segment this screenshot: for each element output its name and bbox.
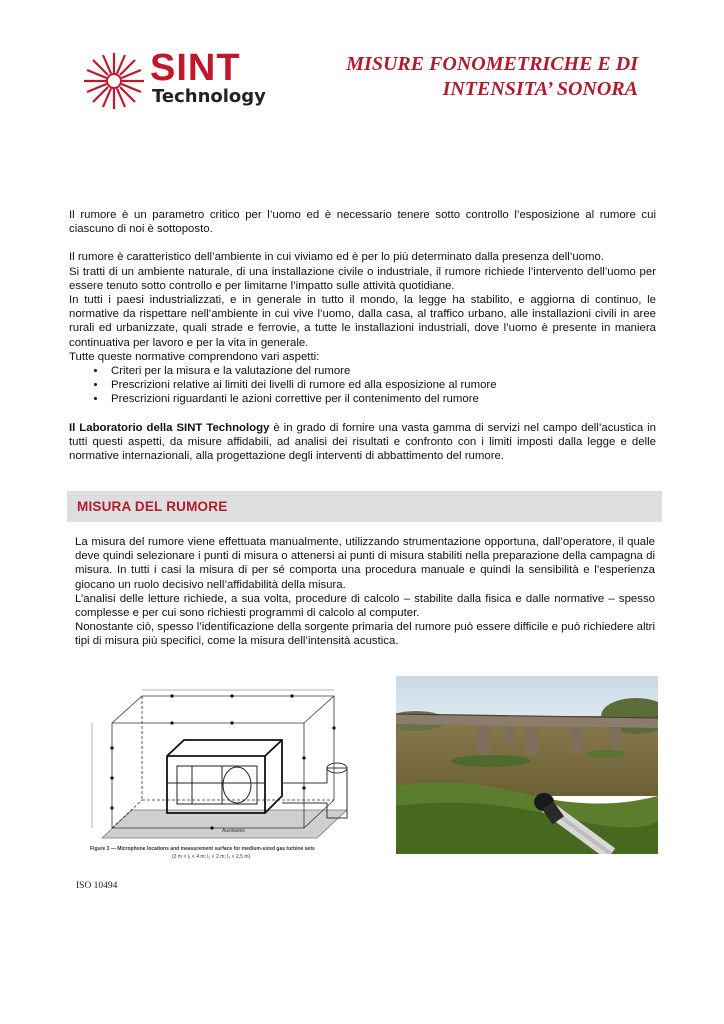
section-body (75, 535, 655, 649)
section-paragraph-3: Nonostante ciò, spesso l’identificazione della sorgente primaria del rumore può essere difficile e può richiedere altri tipi di misura più specifici, come la misura dell’intensità acustica. (75, 621, 655, 648)
source-caption: ISO 10494 (76, 881, 118, 891)
section-header (67, 491, 662, 522)
field-measurement-photo (396, 676, 658, 854)
title-line-2: INTENSITA’ SONORA (442, 78, 638, 100)
sint-logo (80, 47, 266, 112)
lab-paragraph (69, 421, 656, 464)
page-title (298, 52, 638, 102)
section-paragraph-2: L’analisi delle letture richiede, a sua volta, procedure di calcolo – stabilite dalla fisica e dalle normative – spesso complesse e per cui sono richiesti programmi di calcolo al computer. (75, 592, 655, 620)
list-item: • Prescrizioni relative ai limiti dei livelli di rumore ed alla esposizione al rumore (107, 378, 656, 392)
figure-caption-line-2: (2 m < l₁ < 4 m; l₂ < 2 m; l₃ < 2,5 m) (172, 854, 251, 860)
logo-subtitle: Technology (152, 86, 266, 107)
aspects-list (69, 364, 656, 407)
intro-paragraph-5: Tutte queste normative comprendono vari aspetti: (69, 350, 320, 363)
intro-text (69, 208, 656, 463)
microphone-locations-diagram (72, 688, 372, 863)
lab-name: Il Laboratorio della SINT Technology (69, 421, 270, 434)
intro-paragraph-1: Il rumore è un parametro critico per l’uomo ed è necessario tenere sotto controllo l’esposizione al rumore cui ciascuno di noi è sottoposto. (69, 209, 656, 236)
section-paragraph-1: La misura del rumore viene effettuata manualmente, utilizzando strumentazione opportuna, dall’operatore, il quale deve quindi selezionare i punti di misura o attenersi ai punti di misura stabiliti nella preparazione della campagna di misura. In tutti i casi la misura di per sé comporta una procedura manuale e quindi la sensibilità e l’esperienza giocano un ruolo decisivo nell’affidabilità della misura. (75, 536, 655, 591)
intro-paragraph-3: Si tratti di un ambiente naturale, di una installazione civile o industriale, il rumore richiede l’intervento dell’uomo per essere tenuto sotto controllo e per limitarne l’impatto sulle attività quotidiane. (69, 265, 656, 292)
auxiliaries-label: Auxiliaries (222, 828, 245, 834)
section-title: MISURA DEL RUMORE (77, 499, 228, 514)
intro-paragraph-2: Il rumore è caratteristico dell’ambiente in cui viviamo ed è per lo più determinato dalla presenza dell’uomo. (69, 251, 604, 264)
intro-paragraph-4: In tutti i paesi industrializzati, e in generale in tutto il mondo, la legge ha stabilito, e aggiorna di continuo, le normative da rispettare nell’ambiente in cui vive l’uomo, dalla casa, al traffico urbano, alle installazioni civili in aree rurali ed urbanizzate, quali strade e ferrovie, a tutte le installazioni industriali, dove l’uomo è presente in maniera continuativa per lavoro e per la vita in generale. (69, 294, 656, 349)
sunburst-logo-icon (80, 50, 152, 112)
logo-name: SINT (150, 47, 241, 89)
figure-caption-line-1: Figure 3 — Microphone locations and measurement surface for medium-sized gas turbine sets (90, 846, 315, 852)
lab-description: è in grado di fornire una vasta gamma di servizi nel campo dell’acustica in tutti questi aspetti, da misure affidabili, ad analisi dei risultati e confronto con i limiti imposti dalla legge e delle normative internazionali, alla progettazione degli interventi di abbattimento del rumore. (69, 421, 656, 463)
list-item: • Criteri per la misura e la valutazione del rumore (107, 364, 656, 378)
list-item: • Prescrizioni riguardanti le azioni correttive per il contenimento del rumore (107, 392, 656, 406)
title-line-1: MISURE FONOMETRICHE E DI (346, 53, 638, 75)
